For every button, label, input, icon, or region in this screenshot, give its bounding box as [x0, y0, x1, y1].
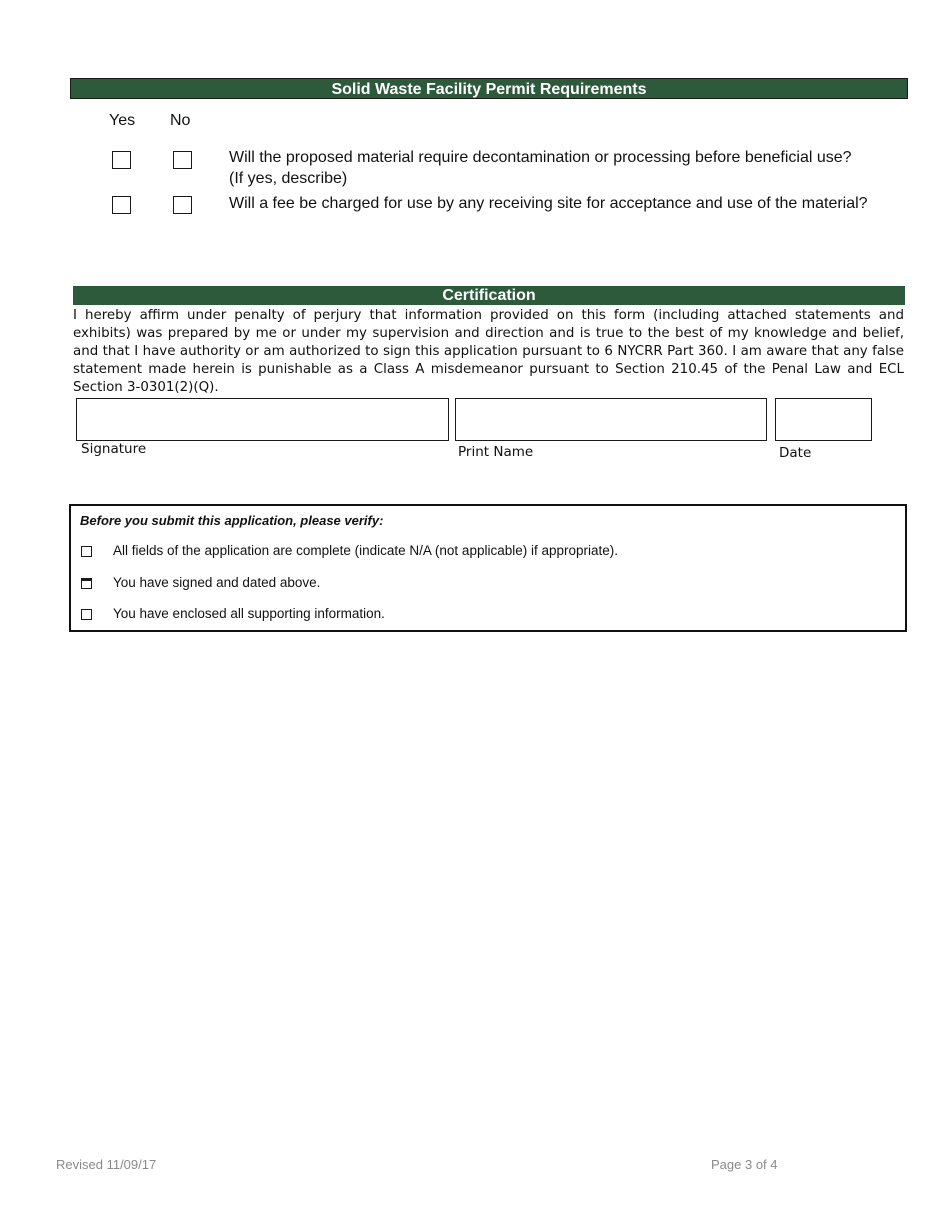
yes-column-header: Yes	[109, 112, 136, 129]
verify-complete-text: All fields of the application are complete (indicate N/A (not applicable) if appropriate).	[113, 543, 619, 558]
signature-field[interactable]	[76, 398, 449, 441]
question-1-text: Will the proposed material require decontamination or processing before beneficial use? (If yes, describe)	[229, 149, 852, 187]
verify-complete-checkbox[interactable]	[81, 546, 92, 557]
verify-enclosed-text: You have enclosed all supporting information.	[113, 606, 385, 621]
question-2-text: Will a fee be charged for use by any receiving site for acceptance and use of the material?	[229, 195, 868, 212]
revised-date: Revised 11/09/17	[56, 1157, 157, 1172]
question-2-yes-checkbox[interactable]	[112, 196, 131, 214]
no-column-header: No	[170, 112, 191, 129]
question-2-no-checkbox[interactable]	[173, 196, 192, 214]
permit-requirements-header: Solid Waste Facility Permit Requirements	[70, 78, 908, 99]
print-name-label: Print Name	[458, 444, 534, 460]
print-name-field[interactable]	[455, 398, 767, 441]
page-number: Page 3 of 4	[711, 1157, 778, 1172]
verify-enclosed-checkbox[interactable]	[81, 609, 92, 620]
date-field[interactable]	[775, 398, 872, 441]
question-1-yes-checkbox[interactable]	[112, 151, 131, 169]
verify-signed-text: You have signed and dated above.	[113, 575, 321, 590]
date-label: Date	[779, 445, 812, 461]
certification-header: Certification	[73, 286, 905, 305]
question-1-no-checkbox[interactable]	[173, 151, 192, 169]
certification-statement: I hereby affirm under penalty of perjury that information provided on this form (including attached statements and exhibits) was prepared by me or under my supervision and direction and is true to the best of my knowledge and belief, and that I have authority or am authorized to sign this application pursuant to 6 NYCRR Part 360. I am aware that any false statement made herein is punishable as a Class A misdemeanor pursuant to Section 210.45 of the Penal Law and ECL Section 3-0301(2)(Q).	[73, 308, 904, 395]
verify-signed-checkbox[interactable]	[81, 578, 92, 589]
signature-label: Signature	[81, 441, 147, 457]
verification-title: Before you submit this application, please verify:	[80, 513, 384, 528]
